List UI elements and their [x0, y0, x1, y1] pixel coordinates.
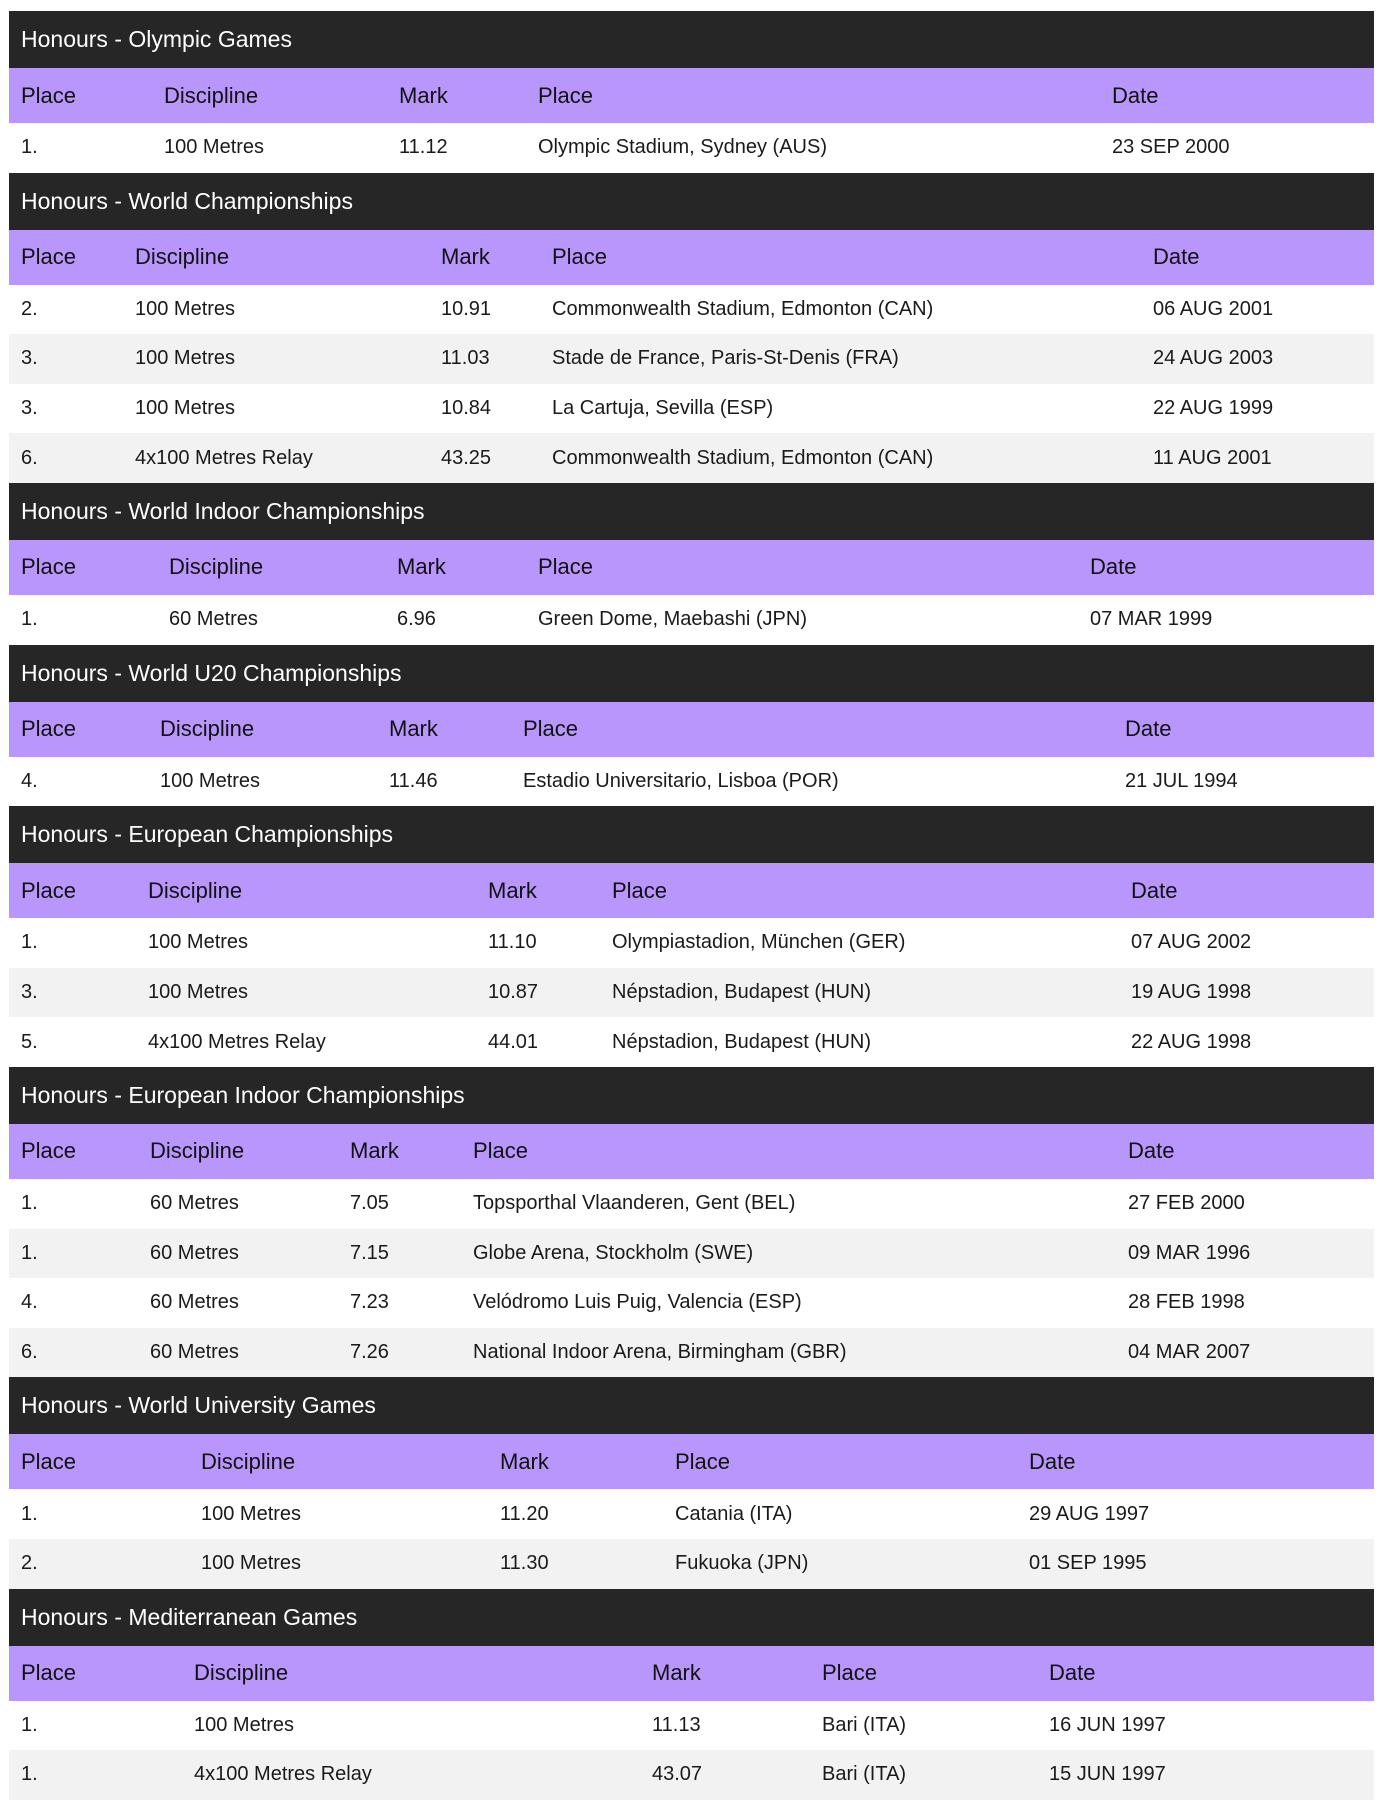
column-header-place: Place: [21, 1660, 77, 1685]
results-table: [9, 702, 1374, 807]
cell-discipline: 4x100 Metres Relay: [148, 1030, 326, 1053]
cell-venue: Stade de France, Paris-St-Denis (FRA): [552, 347, 899, 370]
table-row: [9, 285, 1374, 335]
cell-venue: Commonwealth Stadium, Edmonton (CAN): [552, 446, 934, 469]
cell-date: 07 AUG 2002: [1131, 931, 1252, 954]
section-title: Honours - Olympic Games: [9, 11, 1374, 68]
column-header-mark: Mark: [350, 1138, 399, 1164]
column-header-date: Date: [1131, 877, 1178, 903]
column-header-place: Place: [21, 82, 77, 108]
cell-place: 1.: [21, 1763, 38, 1786]
cell-place: 1.: [21, 608, 38, 631]
cell-date: 23 SEP 2000: [1112, 136, 1230, 159]
table-row: [9, 1278, 1374, 1328]
table-row: [9, 1750, 1374, 1800]
cell-place: 1.: [21, 1192, 38, 1215]
column-header-place: Place: [21, 244, 77, 270]
cell-venue: Velódromo Luis Puig, Valencia (ESP): [473, 1291, 802, 1314]
cell-discipline: 100 Metres: [160, 769, 261, 792]
cell-date: 07 MAR 1999: [1090, 608, 1213, 631]
cell-place: 6.: [21, 446, 38, 469]
cell-mark: 10.91: [441, 297, 492, 320]
results-table: [9, 1434, 1374, 1588]
cell-date: 16 JUN 1997: [1049, 1713, 1166, 1736]
cell-discipline: 100 Metres: [135, 397, 236, 420]
table-row: [9, 433, 1374, 483]
column-header-date: Date: [1128, 1138, 1175, 1164]
cell-place: 2.: [21, 1552, 38, 1575]
cell-date: 19 AUG 1998: [1131, 981, 1252, 1004]
honours-section: [9, 1589, 1374, 1800]
table-row: [9, 334, 1374, 384]
cell-venue: National Indoor Arena, Birmingham (GBR): [473, 1341, 847, 1364]
cell-date: 01 SEP 1995: [1029, 1552, 1147, 1575]
honours-section: [9, 645, 1374, 807]
cell-discipline: 60 Metres: [169, 608, 258, 631]
column-header-place: Place: [21, 716, 77, 742]
cell-discipline: 100 Metres: [148, 931, 249, 954]
cell-date: 21 JUL 1994: [1125, 769, 1238, 792]
table-row: [9, 384, 1374, 434]
honours-section: [9, 173, 1374, 483]
table-header-row: [9, 230, 1374, 285]
cell-place: 3.: [21, 347, 38, 370]
table-row: [9, 1701, 1374, 1751]
cell-date: 24 AUG 2003: [1153, 347, 1274, 370]
results-table: [9, 230, 1374, 483]
column-header-date: Date: [1029, 1448, 1076, 1474]
cell-place: 3.: [21, 981, 38, 1004]
results-table: [9, 863, 1374, 1067]
column-header-date: Date: [1112, 82, 1159, 108]
cell-mark: 11.30: [500, 1552, 549, 1575]
cell-mark: 7.05: [350, 1192, 389, 1215]
table-row: [9, 1229, 1374, 1279]
cell-place: 2.: [21, 297, 38, 320]
table-header-row: [9, 1646, 1374, 1701]
cell-date: 28 FEB 1998: [1128, 1291, 1245, 1314]
cell-place: 1.: [21, 931, 38, 954]
cell-date: 29 AUG 1997: [1029, 1502, 1150, 1525]
cell-venue: La Cartuja, Sevilla (ESP): [552, 397, 774, 420]
column-header-discipline: Discipline: [201, 1448, 296, 1474]
section-title: Honours - World University Games: [9, 1377, 1374, 1434]
section-title: Honours - World Championships: [9, 173, 1374, 230]
table-row: [9, 757, 1374, 807]
cell-mark: 11.10: [488, 931, 537, 954]
cell-date: 04 MAR 2007: [1128, 1341, 1251, 1364]
results-table: [9, 1124, 1374, 1377]
cell-date: 11 AUG 2001: [1153, 446, 1272, 469]
table-row: [9, 1539, 1374, 1589]
column-header-place: Place: [21, 1138, 77, 1164]
cell-date: 06 AUG 2001: [1153, 297, 1274, 320]
section-title: Honours - European Championships: [9, 806, 1374, 863]
column-header-mark: Mark: [652, 1660, 701, 1685]
cell-mark: 43.25: [441, 446, 492, 469]
cell-mark: 10.87: [488, 981, 539, 1004]
column-header-venue: Place: [538, 82, 594, 108]
table-row: [9, 1328, 1374, 1378]
column-header-discipline: Discipline: [150, 1138, 245, 1164]
honours-section: [9, 483, 1374, 645]
cell-mark: 11.12: [399, 136, 448, 159]
cell-place: 1.: [21, 1502, 38, 1525]
honours-section: [9, 806, 1374, 1067]
section-title: Honours - World Indoor Championships: [9, 483, 1374, 540]
cell-date: 09 MAR 1996: [1128, 1241, 1251, 1264]
cell-venue: Topsporthal Vlaanderen, Gent (BEL): [473, 1192, 796, 1215]
column-header-discipline: Discipline: [194, 1660, 289, 1685]
column-header-discipline: Discipline: [164, 82, 259, 108]
column-header-date: Date: [1153, 244, 1200, 270]
cell-venue: Olympiastadion, München (GER): [612, 931, 906, 954]
cell-date: 22 AUG 1999: [1153, 397, 1274, 420]
cell-discipline: 60 Metres: [150, 1241, 239, 1264]
column-header-mark: Mark: [441, 244, 490, 270]
column-header-place: Place: [21, 877, 77, 903]
honours-section: [9, 11, 1374, 173]
column-header-discipline: Discipline: [135, 244, 230, 270]
cell-discipline: 100 Metres: [164, 136, 265, 159]
cell-discipline: 4x100 Metres Relay: [135, 446, 313, 469]
section-title: Honours - Mediterranean Games: [9, 1589, 1374, 1646]
cell-place: 6.: [21, 1341, 38, 1364]
cell-discipline: 100 Metres: [135, 347, 236, 370]
column-header-date: Date: [1125, 716, 1172, 742]
table-header-row: [9, 702, 1374, 757]
column-header-place: Place: [21, 1448, 77, 1474]
cell-place: 5.: [21, 1030, 38, 1053]
cell-venue: Olympic Stadium, Sydney (AUS): [538, 136, 827, 159]
results-table: [9, 1646, 1374, 1800]
cell-date: 15 JUN 1997: [1049, 1763, 1166, 1786]
column-header-mark: Mark: [389, 716, 438, 742]
column-header-discipline: Discipline: [169, 554, 264, 580]
table-header-row: [9, 1434, 1374, 1489]
table-header-row: [9, 540, 1374, 595]
cell-mark: 43.07: [652, 1763, 703, 1786]
cell-place: 1.: [21, 1713, 38, 1736]
column-header-venue: Place: [552, 244, 608, 270]
column-header-venue: Place: [612, 877, 668, 903]
column-header-mark: Mark: [399, 82, 448, 108]
cell-mark: 10.84: [441, 397, 492, 420]
table-row: [9, 1179, 1374, 1229]
column-header-venue: Place: [523, 716, 579, 742]
column-header-place: Place: [21, 554, 77, 580]
cell-place: 4.: [21, 1291, 38, 1314]
cell-discipline: 100 Metres: [201, 1552, 302, 1575]
column-header-discipline: Discipline: [160, 716, 255, 742]
cell-venue: Estadio Universitario, Lisboa (POR): [523, 769, 839, 792]
results-table: [9, 68, 1374, 173]
table-row: [9, 918, 1374, 968]
cell-discipline: 60 Metres: [150, 1192, 239, 1215]
cell-mark: 7.26: [350, 1341, 389, 1364]
cell-discipline: 60 Metres: [150, 1291, 239, 1314]
table-header-row: [9, 68, 1374, 123]
cell-venue: Globe Arena, Stockholm (SWE): [473, 1241, 754, 1264]
cell-discipline: 4x100 Metres Relay: [194, 1763, 372, 1786]
cell-venue: Bari (ITA): [822, 1713, 907, 1736]
table-header-row: [9, 1124, 1374, 1179]
cell-discipline: 100 Metres: [148, 981, 249, 1004]
cell-place: 3.: [21, 397, 38, 420]
cell-place: 1.: [21, 136, 38, 159]
cell-mark: 11.13: [652, 1713, 701, 1736]
cell-mark: 7.23: [350, 1291, 389, 1314]
table-row: [9, 968, 1374, 1018]
column-header-venue: Place: [538, 554, 594, 580]
cell-venue: Commonwealth Stadium, Edmonton (CAN): [552, 297, 934, 320]
section-title: Honours - World U20 Championships: [9, 645, 1374, 702]
cell-mark: 44.01: [488, 1030, 539, 1053]
column-header-date: Date: [1049, 1660, 1096, 1685]
table-row: [9, 1489, 1374, 1539]
cell-discipline: 100 Metres: [135, 297, 236, 320]
cell-discipline: 100 Metres: [194, 1713, 295, 1736]
cell-place: 1.: [21, 1241, 38, 1264]
column-header-venue: Place: [675, 1448, 731, 1474]
honours-section: [9, 1377, 1374, 1588]
column-header-mark: Mark: [500, 1448, 549, 1474]
results-table: [9, 540, 1374, 645]
cell-venue: Népstadion, Budapest (HUN): [612, 1030, 872, 1053]
honours-section: [9, 1067, 1374, 1377]
section-title: Honours - European Indoor Championships: [9, 1067, 1374, 1124]
column-header-date: Date: [1090, 554, 1137, 580]
cell-venue: Bari (ITA): [822, 1763, 907, 1786]
cell-date: 27 FEB 2000: [1128, 1192, 1245, 1215]
cell-date: 22 AUG 1998: [1131, 1030, 1252, 1053]
table-header-row: [9, 863, 1374, 918]
cell-venue: Green Dome, Maebashi (JPN): [538, 608, 807, 631]
column-header-venue: Place: [473, 1138, 529, 1164]
cell-place: 4.: [21, 769, 38, 792]
column-header-venue: Place: [822, 1660, 878, 1685]
column-header-mark: Mark: [397, 554, 446, 580]
cell-mark: 11.03: [441, 347, 490, 370]
cell-mark: 11.46: [389, 769, 438, 792]
cell-mark: 7.15: [350, 1241, 389, 1264]
cell-venue: Fukuoka (JPN): [675, 1552, 809, 1575]
cell-venue: Népstadion, Budapest (HUN): [612, 981, 872, 1004]
column-header-discipline: Discipline: [148, 877, 243, 903]
cell-mark: 6.96: [397, 608, 436, 631]
table-row: [9, 595, 1374, 645]
cell-discipline: 100 Metres: [201, 1502, 302, 1525]
table-row: [9, 1017, 1374, 1067]
cell-mark: 11.20: [500, 1502, 549, 1525]
cell-discipline: 60 Metres: [150, 1341, 239, 1364]
table-row: [9, 123, 1374, 173]
column-header-mark: Mark: [488, 877, 537, 903]
cell-venue: Catania (ITA): [675, 1502, 793, 1525]
